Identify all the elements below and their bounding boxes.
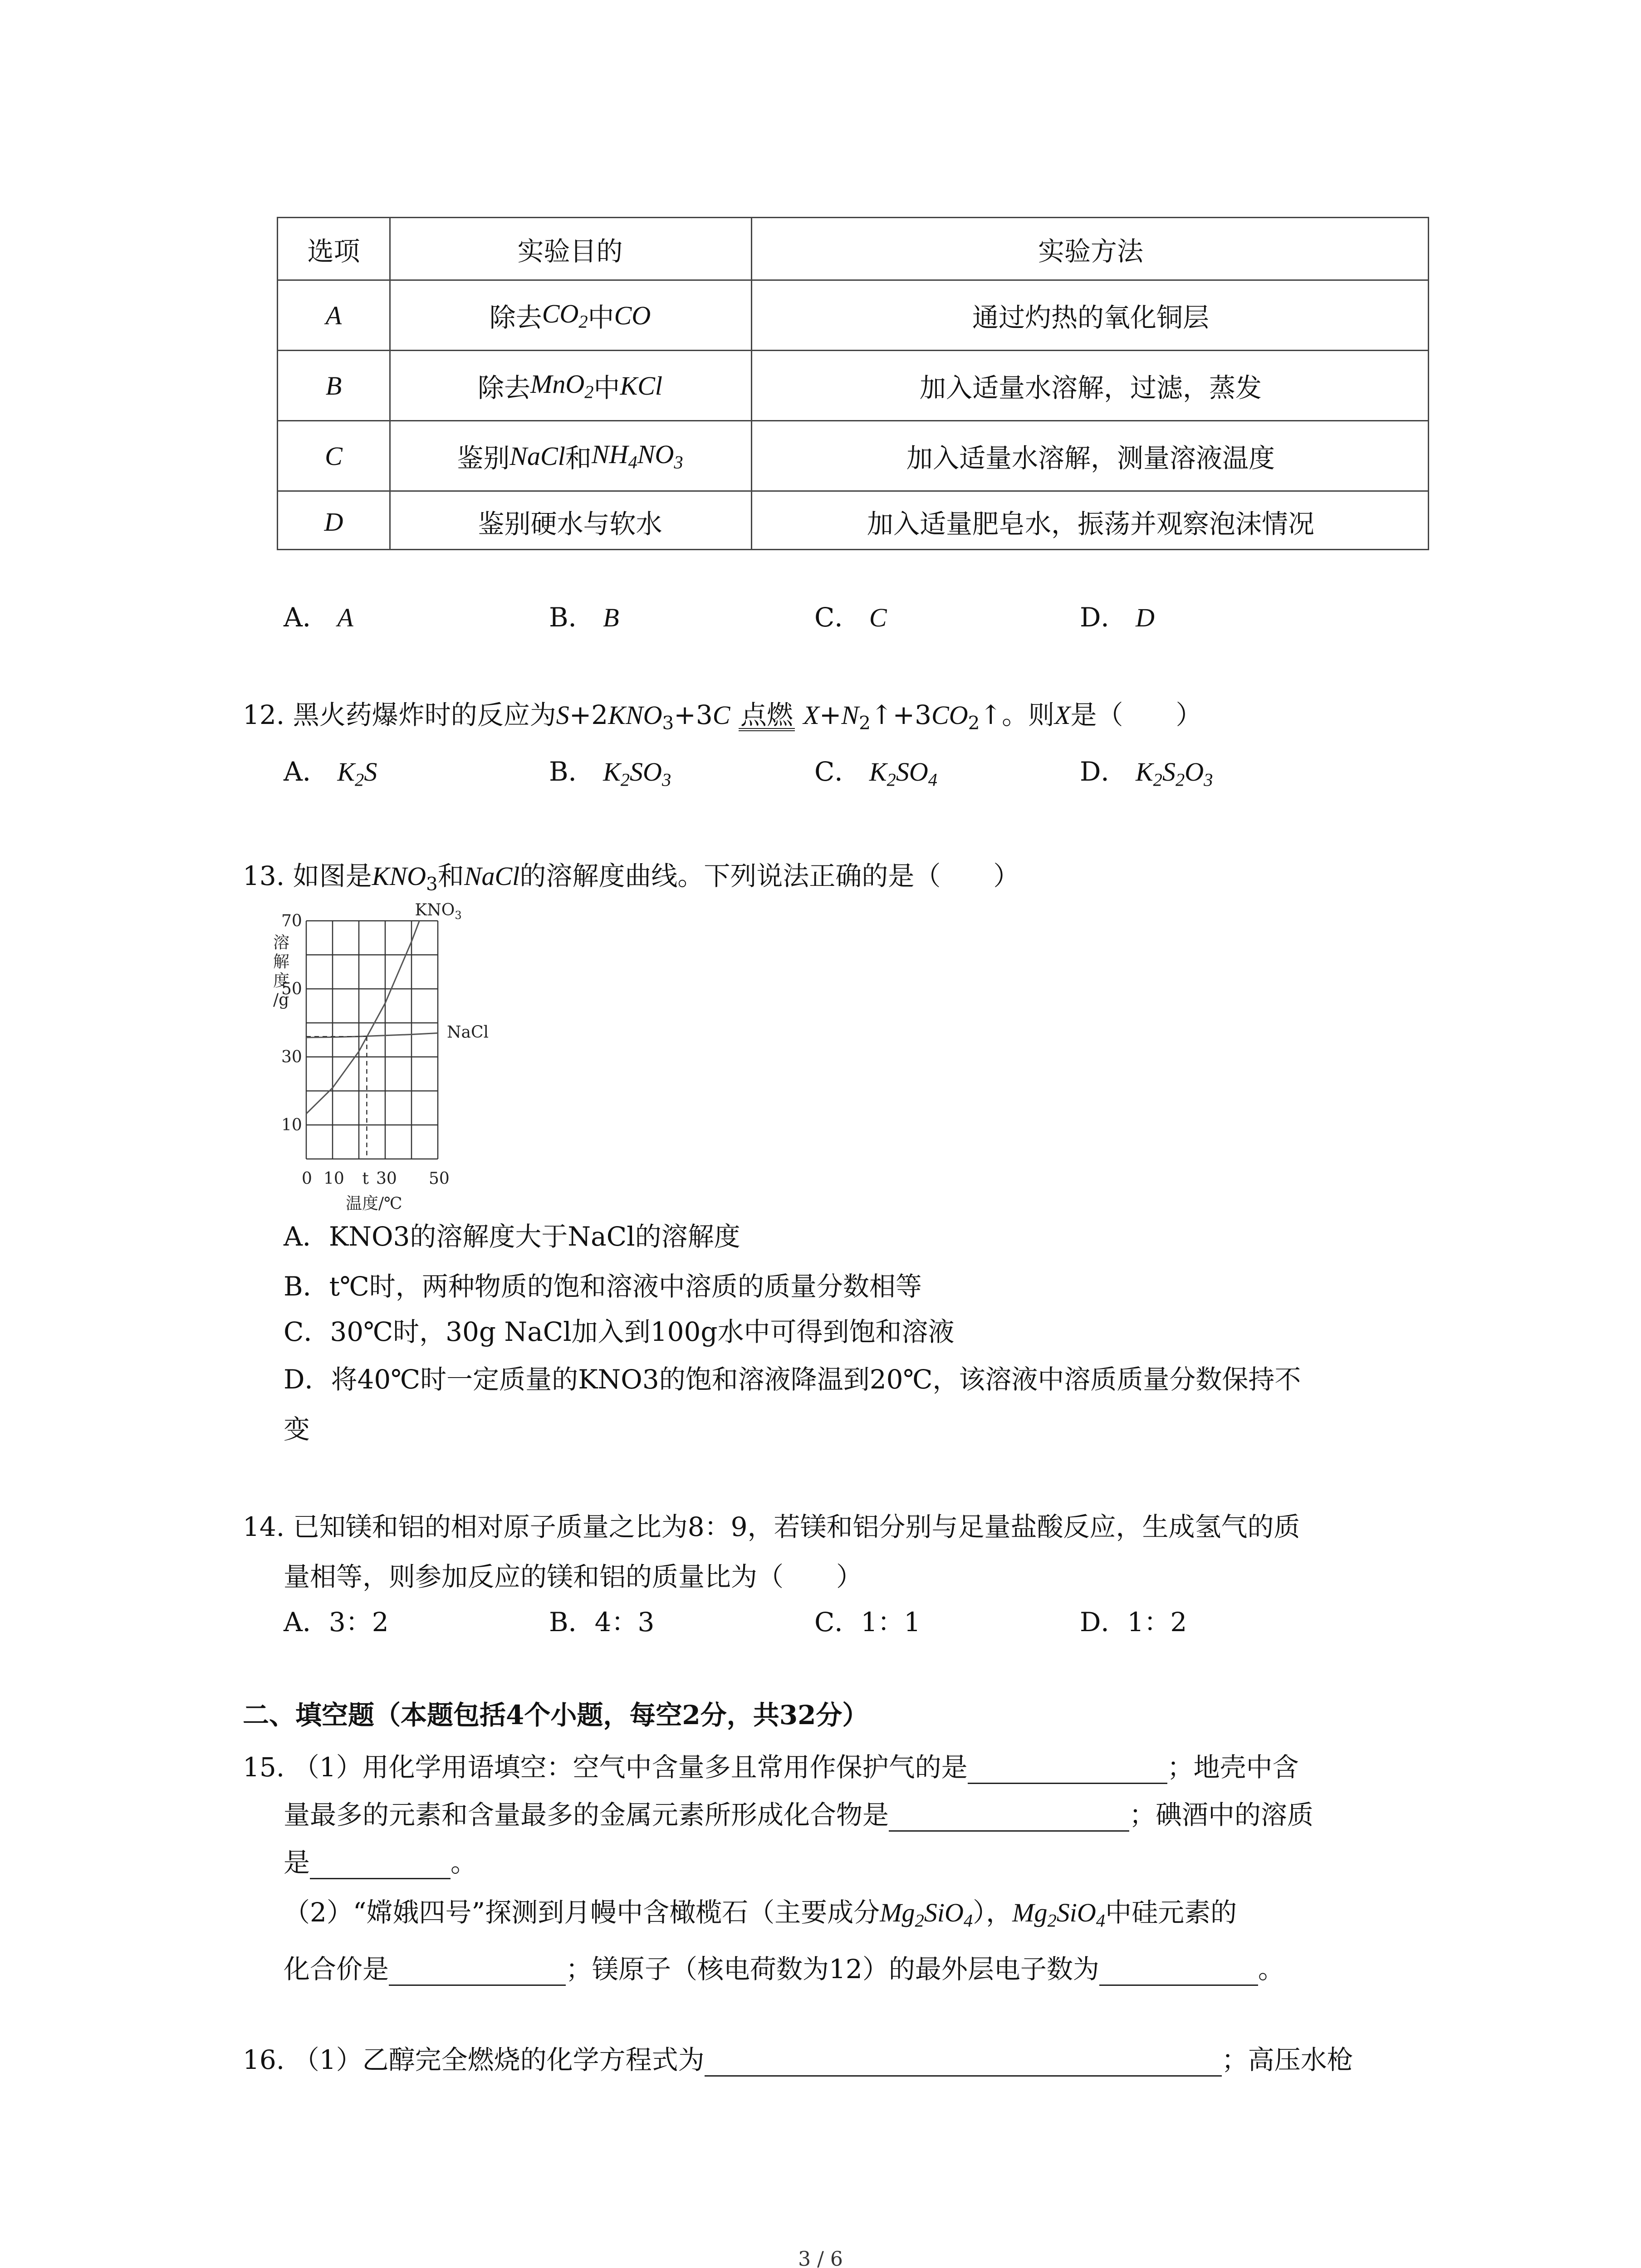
q13-option-c[interactable]: C．30℃时，30g NaCl加入到100g水中可得到饱和溶液 <box>284 1316 955 1347</box>
q16-line1: 16. （1）乙醇完全燃烧的化学方程式为 ；高压水枪 <box>243 2043 1353 2077</box>
y-tick-label: 10 <box>281 1116 302 1134</box>
header-option: 选项 <box>307 235 360 267</box>
page-number: 3 / 6 <box>798 2248 843 2268</box>
y-tick-label: 50 <box>281 980 302 998</box>
q12-option-c[interactable]: C． $K_2SO_4$ <box>814 756 937 790</box>
y-tick-label: 30 <box>281 1048 302 1066</box>
section-title: 二、填空题（本题包括4个小题，每空2分，共32分） <box>243 1700 869 1730</box>
q13-option-a[interactable]: A．KNO3的溶解度大于NaCl的溶解度 <box>284 1221 740 1252</box>
q13-stem: 13. 如图是$KNO_3$和NaCl的溶解度曲线。下列说法正确的是（ ） <box>243 860 1020 895</box>
answer-blank[interactable] <box>968 1755 1167 1784</box>
y-axis-label: /g <box>273 991 289 1009</box>
y-tick-label: 70 <box>281 912 302 930</box>
q13-option-d-cont: 变 <box>284 1414 310 1445</box>
q13-option-b[interactable]: B．t℃时，两种物质的饱和溶液中溶质的质量分数相等 <box>284 1271 922 1302</box>
q12-option-d[interactable]: D． $K_2S_2O_3$ <box>1080 756 1213 790</box>
row-method: 通过灼热的氧化铜层 <box>972 302 1209 333</box>
reaction-condition: 点燃 <box>739 702 795 731</box>
q14-option-c[interactable]: C．1：1 <box>814 1607 921 1637</box>
x-tick-label: 50 <box>429 1169 450 1188</box>
table-row <box>278 350 1428 420</box>
answer-blank[interactable] <box>310 1851 451 1879</box>
series-label-kno3: $KNO_3$ <box>415 901 462 922</box>
row-option: D <box>324 507 343 537</box>
q15-line5: 化合价是 ；镁原子（核电荷数为12）的最外层电子数为 。 <box>284 1953 1284 1986</box>
q14-stem-line2: 量相等，则参加反应的镁和铝的质量比为（ ） <box>284 1561 863 1592</box>
table-row <box>278 490 1428 552</box>
q15-line1: 15. （1）用化学用语填空：空气中含量多且常用作保护气的是 ；地壳中含 <box>243 1751 1299 1784</box>
q11-option-d[interactable]: D． D <box>1080 602 1155 633</box>
y-axis-label: 溶 <box>273 934 290 952</box>
x-tick-label: 0 <box>302 1169 312 1188</box>
answer-blank[interactable] <box>1099 1957 1258 1986</box>
q13-option-d[interactable]: D．将40℃时一定质量的KNO3的饱和溶液降温到20℃，该溶液中溶质质量分数保持不 <box>284 1364 1301 1395</box>
row-option: C <box>325 441 343 471</box>
answer-blank[interactable] <box>389 1957 566 1986</box>
row-method: 加入适量水溶解，测量溶液温度 <box>906 443 1275 474</box>
q14-option-b[interactable]: B．4：3 <box>549 1607 655 1637</box>
q11-option-c[interactable]: C． C <box>814 602 887 633</box>
row-option: A <box>325 300 342 330</box>
experiment-table <box>277 217 1429 550</box>
q11-option-a[interactable]: A． A <box>284 602 353 633</box>
x-tick-label: t <box>362 1169 369 1188</box>
q14-option-d[interactable]: D．1：2 <box>1080 1607 1187 1637</box>
q15-line2: 量最多的元素和含量最多的金属元素所形成化合物是 ；碘酒中的溶质 <box>284 1799 1313 1832</box>
chart-grid <box>306 921 438 1159</box>
q12-option-b[interactable]: B． $K_2SO_3$ <box>549 756 671 790</box>
q15-line4: （2）“嫦娥四号”探测到月幔中含橄榄石（主要成分$Mg_2SiO_4$），$Mg_2SiO_4$中硅元素的 <box>284 1897 1237 1931</box>
answer-blank[interactable] <box>705 2048 1222 2077</box>
row-method: 加入适量肥皂水，振荡并观察泡沫情况 <box>867 508 1314 539</box>
row-purpose: 鉴别硬水与软水 <box>478 508 662 539</box>
row-purpose: 除去 $CO_2$ 中 CO <box>489 298 651 333</box>
q12-option-a[interactable]: A． $K_2S$ <box>284 756 377 790</box>
y-axis-label: 解 <box>273 953 290 971</box>
series-line-kno3 <box>306 921 419 1114</box>
answer-blank[interactable] <box>889 1803 1129 1832</box>
row-purpose: 除去 MnO$_2$ 中 KCl <box>477 369 663 403</box>
x-tick-label: 30 <box>376 1169 397 1188</box>
q14-stem-line1: 14. 已知镁和铝的相对原子质量之比为8：9，若镁和铝分别与足量盐酸反应，生成氢气的质 <box>243 1511 1300 1542</box>
q14-option-a[interactable]: A．3：2 <box>284 1607 389 1637</box>
q15-line3: 是 。 <box>284 1846 477 1879</box>
solubility-chart <box>272 901 526 1213</box>
table-header-row <box>278 218 1428 279</box>
q12-stem: 12. 黑火药爆炸时的反应为$S+2KNO_3+3C$ 点燃 $X+N_2↑+3CO_2↑$。则X是（ ） <box>243 699 1202 734</box>
y-axis-label: 度 <box>273 972 290 990</box>
row-option: B <box>325 371 342 401</box>
x-axis-label: 温度/℃ <box>346 1194 402 1213</box>
table-row <box>278 420 1428 490</box>
row-purpose: 鉴别 NaCl 和 $NH_4NO_3$ <box>457 439 683 474</box>
x-tick-label: 10 <box>323 1169 344 1188</box>
header-method: 实验方法 <box>1038 235 1143 267</box>
header-purpose: 实验目的 <box>517 235 623 267</box>
q11-option-b[interactable]: B． B <box>549 602 619 633</box>
row-method: 加入适量水溶解，过滤，蒸发 <box>919 372 1262 403</box>
chart-series <box>306 921 438 1159</box>
series-label-nacl: NaCl <box>447 1023 489 1042</box>
table-row <box>278 279 1428 350</box>
